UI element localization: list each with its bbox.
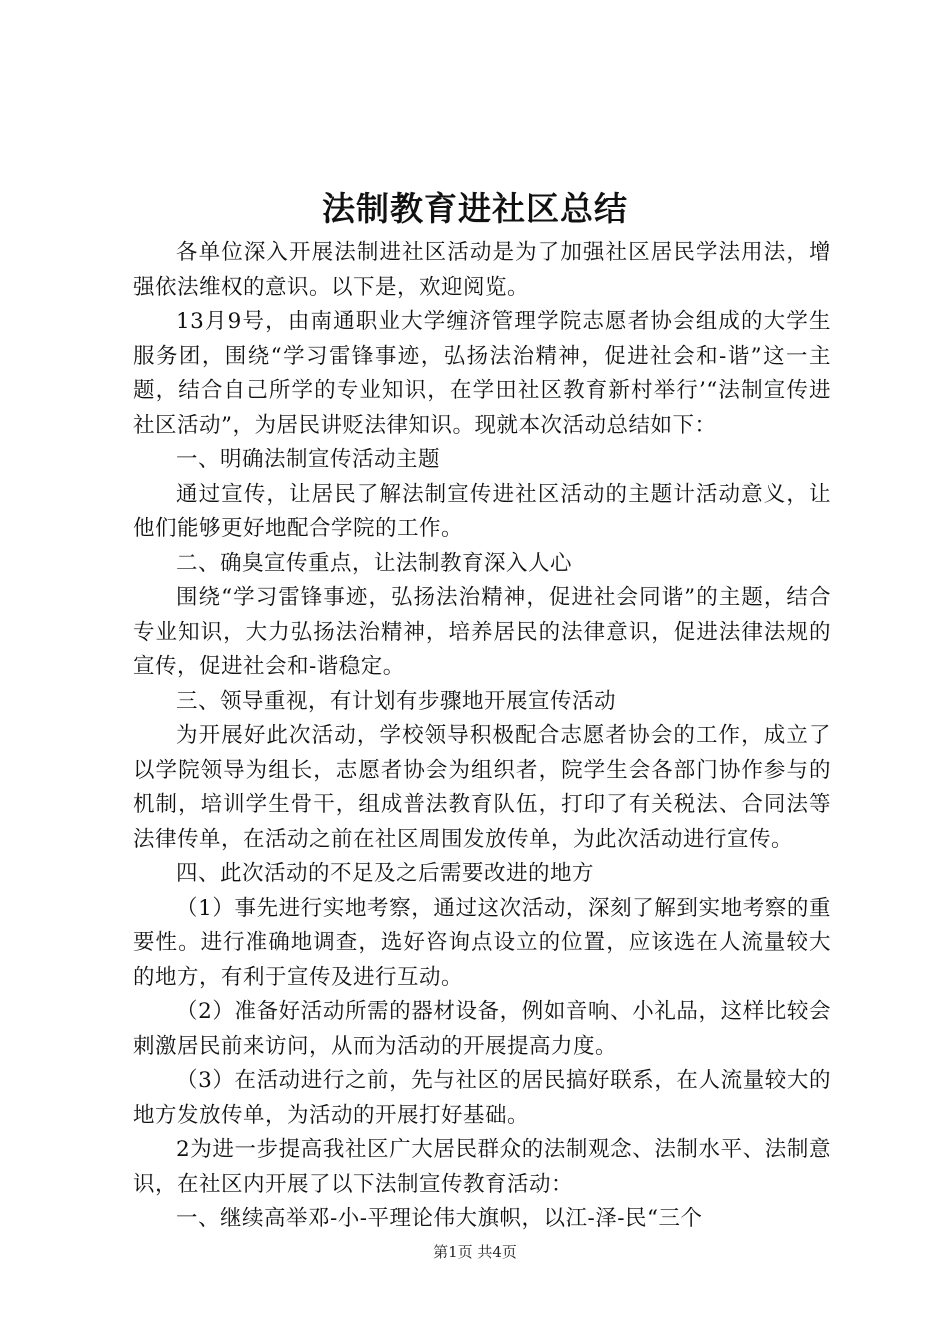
section-heading: 二、确臭宣传重点，让法制教育深入人心 <box>176 550 573 576</box>
section-heading: 一、明确法制宣传活动主题 <box>176 447 441 472</box>
paragraph: 围绕“学习雷锋事迹，弘扬法治精神，促进社会同谐”的主题，结合专业知识，大力弘扬法治精神，培养居民的法律意识，促进法律法规的宣传，促进社会和-谐稳定。 <box>133 585 831 679</box>
section-heading: 三、领导重视，有计划有步骤地开展宣传活动 <box>176 688 617 714</box>
paragraph: 为开展好此次活动，学校领导积极配合志愿者协会的工作，成立了以学院领导为组长，志愿者协会为组织者，院学生会各部门协作参与的机制，培训学生骨干，组成普法教育队伍，打印了有关税法、合同法等法律传单，在活动之前在社区周围发放传单，为此次活动进行宣传。 <box>133 723 831 852</box>
document-body <box>133 236 831 1237</box>
list-item: （3）在活动进行之前，先与社区的居民搞好联系，在人流量较大的地方发放传单，为活动的开展打好基础。 <box>133 1068 831 1128</box>
section-heading: 四、此次活动的不足及之后需要改进的地方 <box>176 861 595 886</box>
paragraph: 各单位深入开展法制进社区活动是为了加强社区居民学法用法，增强依法维权的意识。以下是，欢迎阅览。 <box>133 240 831 300</box>
document-title: 法制教育进社区总结 <box>322 189 628 228</box>
paragraph: 2为进一步提高我社区广大居民群众的法制观念、法制水平、法制意识，在社区内开展了以下法制宣传教育活动： <box>133 1137 831 1197</box>
list-item: （1）事先进行实地考察，通过这次活动，深刻了解到实地考察的重要性。进行准确地调查，选好咨询点设立的位置，应该选在人流量较大的地方，有利于宣传及进行互动。 <box>133 895 831 990</box>
paragraph: 通过宣传，让居民了解法制宣传进社区活动的主题计活动意义，让他们能够更好地配合学院的工作。 <box>133 481 831 541</box>
paragraph: 13月9号，由南通职业大学缠济管理学院志愿者协会组成的大学生服务团，围绕“学习雷锋事迹，弘扬法治精神，促进社会和-谐”这一主题，结合自己所学的专业知识，在学田社区教育新村举行’“法制宣传进社区活动”，为居民讲贬法律知识。现就本次活动总结如下： <box>133 309 831 438</box>
paragraph: 一、继续高举邓-小-平理论伟大旗帜，以江-泽-民“三个 <box>176 1206 703 1231</box>
list-item: （2）准备好活动所需的器材设备，例如音响、小礼品，这样比较会刺激居民前来访问，从而为活动的开展提高力度。 <box>133 999 831 1059</box>
page-number-footer: 第1页 共4页 <box>433 1243 517 1261</box>
